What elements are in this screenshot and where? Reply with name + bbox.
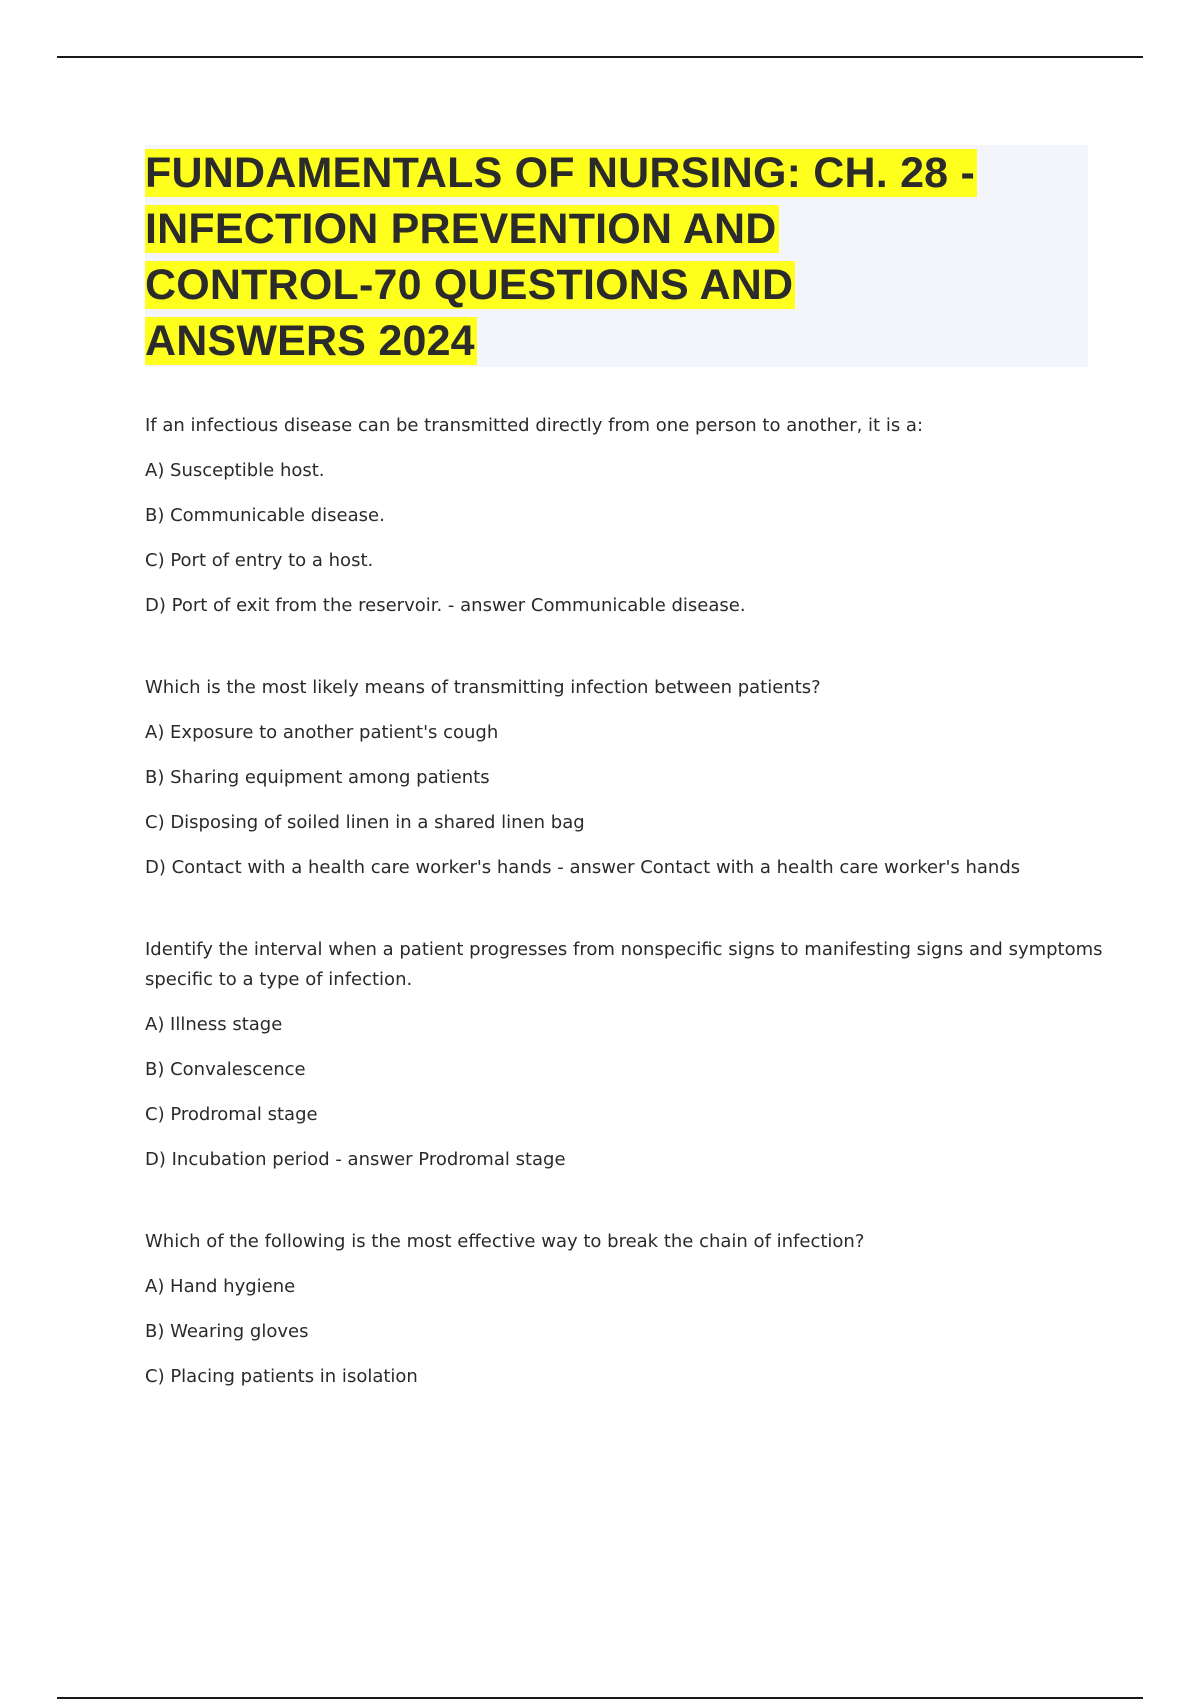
question-text: Which of the following is the most effective way to break the chain of infection?	[145, 1231, 865, 1252]
title-block	[145, 145, 1088, 367]
question-list	[145, 411, 1105, 1444]
question-text: Identify the interval when a patient progresses from nonspecific signs to manifesting signs and symptoms specific to a type of infection.	[145, 939, 1103, 990]
answer-option: A) Hand hygiene	[145, 1276, 296, 1297]
top-divider	[57, 56, 1143, 58]
document-title	[145, 145, 1088, 369]
answer-option: B) Sharing equipment among patients	[145, 767, 490, 788]
answer-option: C) Disposing of soiled linen in a shared linen bag	[145, 812, 585, 833]
title-line: INFECTION PREVENTION AND	[145, 205, 777, 253]
question-text: Which is the most likely means of transmitting infection between patients?	[145, 677, 821, 698]
title-line: ANSWERS 2024	[145, 317, 475, 365]
answer-option: A) Exposure to another patient's cough	[145, 722, 499, 743]
answer-option: D) Contact with a health care worker's hands - answer Contact with a health care worker's hands	[145, 857, 1021, 878]
question-block	[145, 935, 1105, 1175]
title-line: CONTROL-70 QUESTIONS AND	[145, 261, 794, 309]
question-block	[145, 1227, 1105, 1392]
answer-option: B) Convalescence	[145, 1059, 306, 1080]
question-block	[145, 673, 1105, 883]
answer-option: B) Communicable disease.	[145, 505, 385, 526]
answer-option: C) Port of entry to a host.	[145, 550, 374, 571]
question-text: If an infectious disease can be transmitted directly from one person to another, it is a:	[145, 415, 924, 436]
answer-option: A) Susceptible host.	[145, 460, 325, 481]
answer-option: C) Prodromal stage	[145, 1104, 318, 1125]
question-block	[145, 411, 1105, 621]
answer-option: D) Port of exit from the reservoir. - answer Communicable disease.	[145, 595, 746, 616]
answer-option: D) Incubation period - answer Prodromal stage	[145, 1149, 566, 1170]
title-line: FUNDAMENTALS OF NURSING: CH. 28 -	[145, 149, 975, 197]
answer-option: C) Placing patients in isolation	[145, 1366, 418, 1387]
answer-option: A) Illness stage	[145, 1014, 283, 1035]
answer-option: B) Wearing gloves	[145, 1321, 309, 1342]
bottom-divider	[57, 1697, 1143, 1699]
